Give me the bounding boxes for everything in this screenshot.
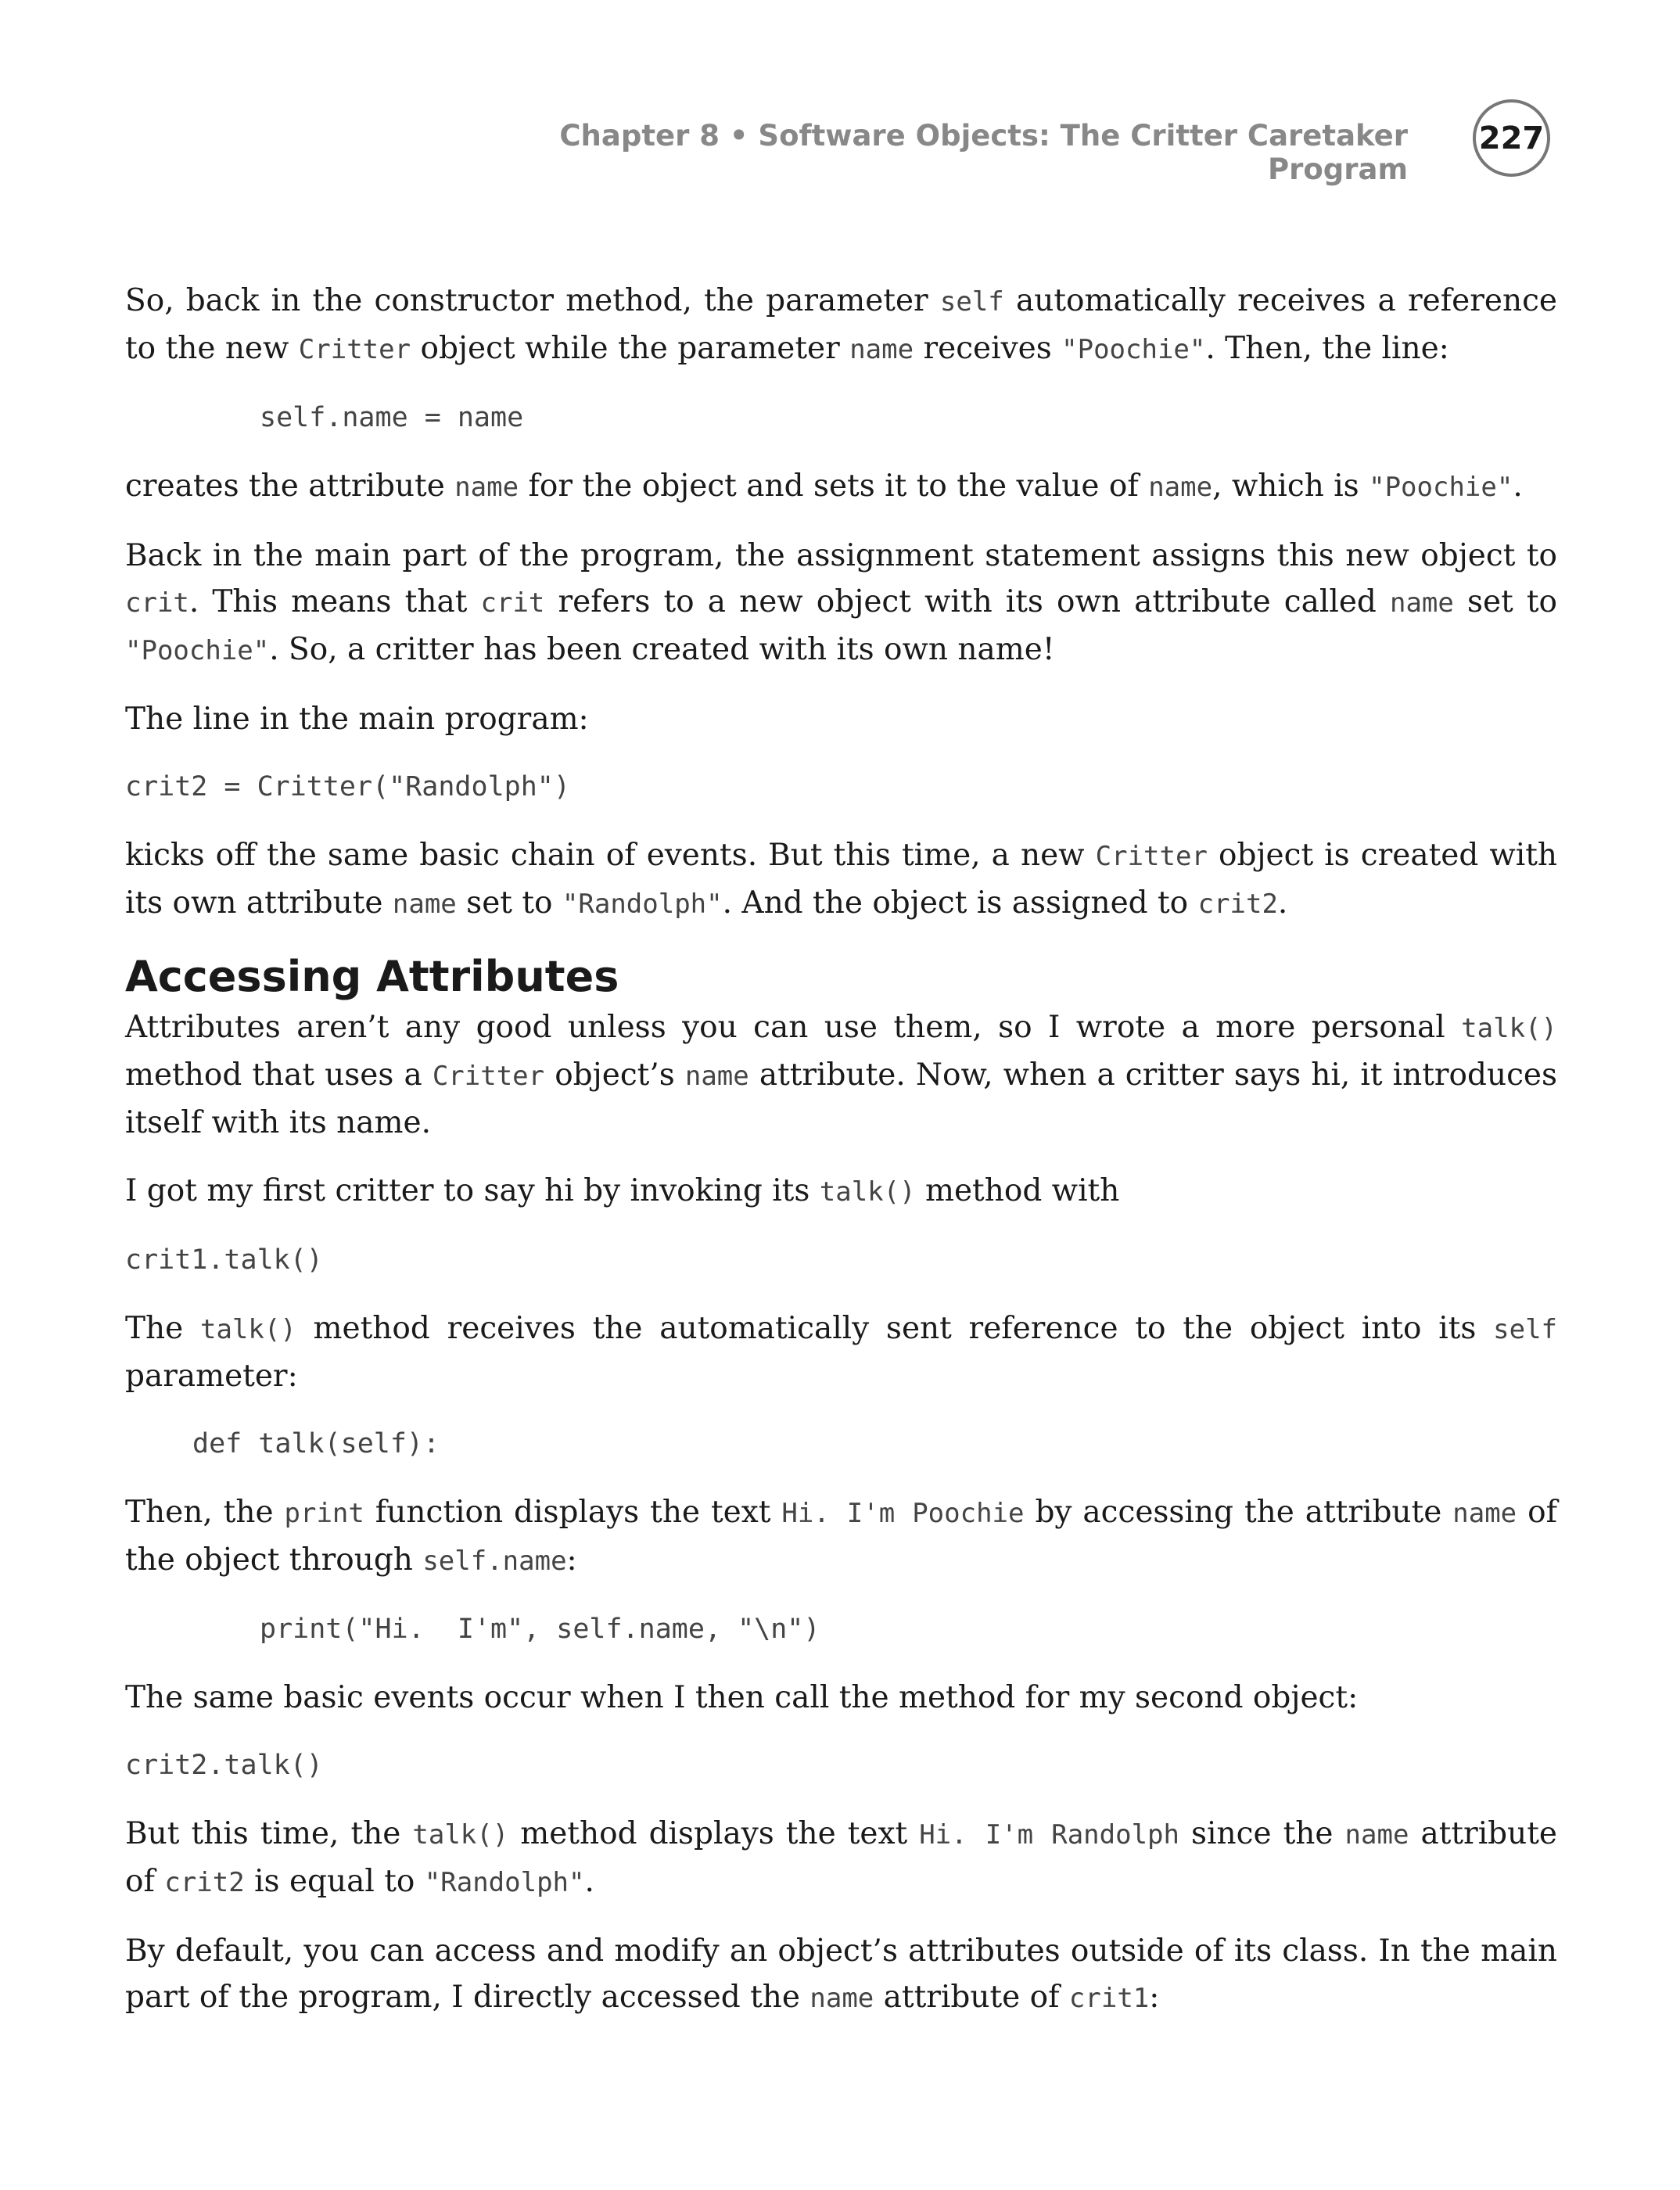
- section-heading: Accessing Attributes: [125, 952, 619, 1001]
- code-def-talk: def talk(self):: [192, 1428, 440, 1459]
- paragraph-second-object: The same basic events occur when I then call the method for my second object:: [125, 1680, 1359, 1715]
- paragraph-randolph-output: But this time, the talk() method displays the text Hi. I'm Randolph since the name attribute of crit2 is equal to "Randolph".: [125, 1816, 1558, 1899]
- code-crit1-talk: crit1.talk(): [125, 1244, 323, 1276]
- paragraph-attributes-intro: Attributes aren’t any good unless you can use them, so I wrote a more personal talk() method that uses a Critter object’s name attribute. Now, when a critter says hi, it introduces itself with its name.: [125, 1010, 1558, 1140]
- paragraph-creates-attribute: creates the attribute name for the object and sets it to the value of name, which is "Poochie".: [125, 469, 1523, 504]
- code-crit2-talk: crit2.talk(): [125, 1750, 323, 1781]
- paragraph-main-line: The line in the main program:: [125, 702, 589, 737]
- page-number-badge: 227: [1473, 99, 1550, 177]
- code-print-statement: print("Hi. I'm", self.name, "\n"): [260, 1614, 820, 1645]
- paragraph-constructor-self: So, back in the constructor method, the parameter self automatically receives a reference to the new Critter object while the parameter name receives "Poochie". Then, the line:: [125, 283, 1557, 366]
- paragraph-first-critter: I got my first critter to say hi by invoking its talk() method with: [125, 1173, 1120, 1208]
- paragraph-main-assignment: Back in the main part of the program, the assignment statement assigns this new object to crit. This means that crit refers to a new object with its own attribute called name set to "Poochie". So, a critter has been created with its own name!: [125, 538, 1558, 667]
- page-body: [125, 278, 1557, 2044]
- paragraph-print-displays: Then, the print function displays the text Hi. I'm Poochie by accessing the attribute name of the object through self.name:: [125, 1495, 1558, 1578]
- code-crit2-constructor: crit2 = Critter("Randolph"): [125, 771, 570, 802]
- code-self-name-assign: self.name = name: [260, 402, 524, 433]
- paragraph-access-outside-class: By default, you can access and modify an object’s attributes outside of its class. In the main part of the program, I directly accessed the name attribute of crit1:: [125, 1933, 1557, 2015]
- paragraph-talk-receives-self: The talk() method receives the automatically sent reference to the object into its self parameter:: [125, 1311, 1558, 1394]
- running-header: Chapter 8 • Software Objects: The Critter Caretaker Program: [559, 119, 1408, 186]
- paragraph-chain-of-events: kicks off the same basic chain of events. But this time, a new Critter object is created with its own attribute name set to "Randolph". And the object is assigned to crit2.: [125, 838, 1557, 921]
